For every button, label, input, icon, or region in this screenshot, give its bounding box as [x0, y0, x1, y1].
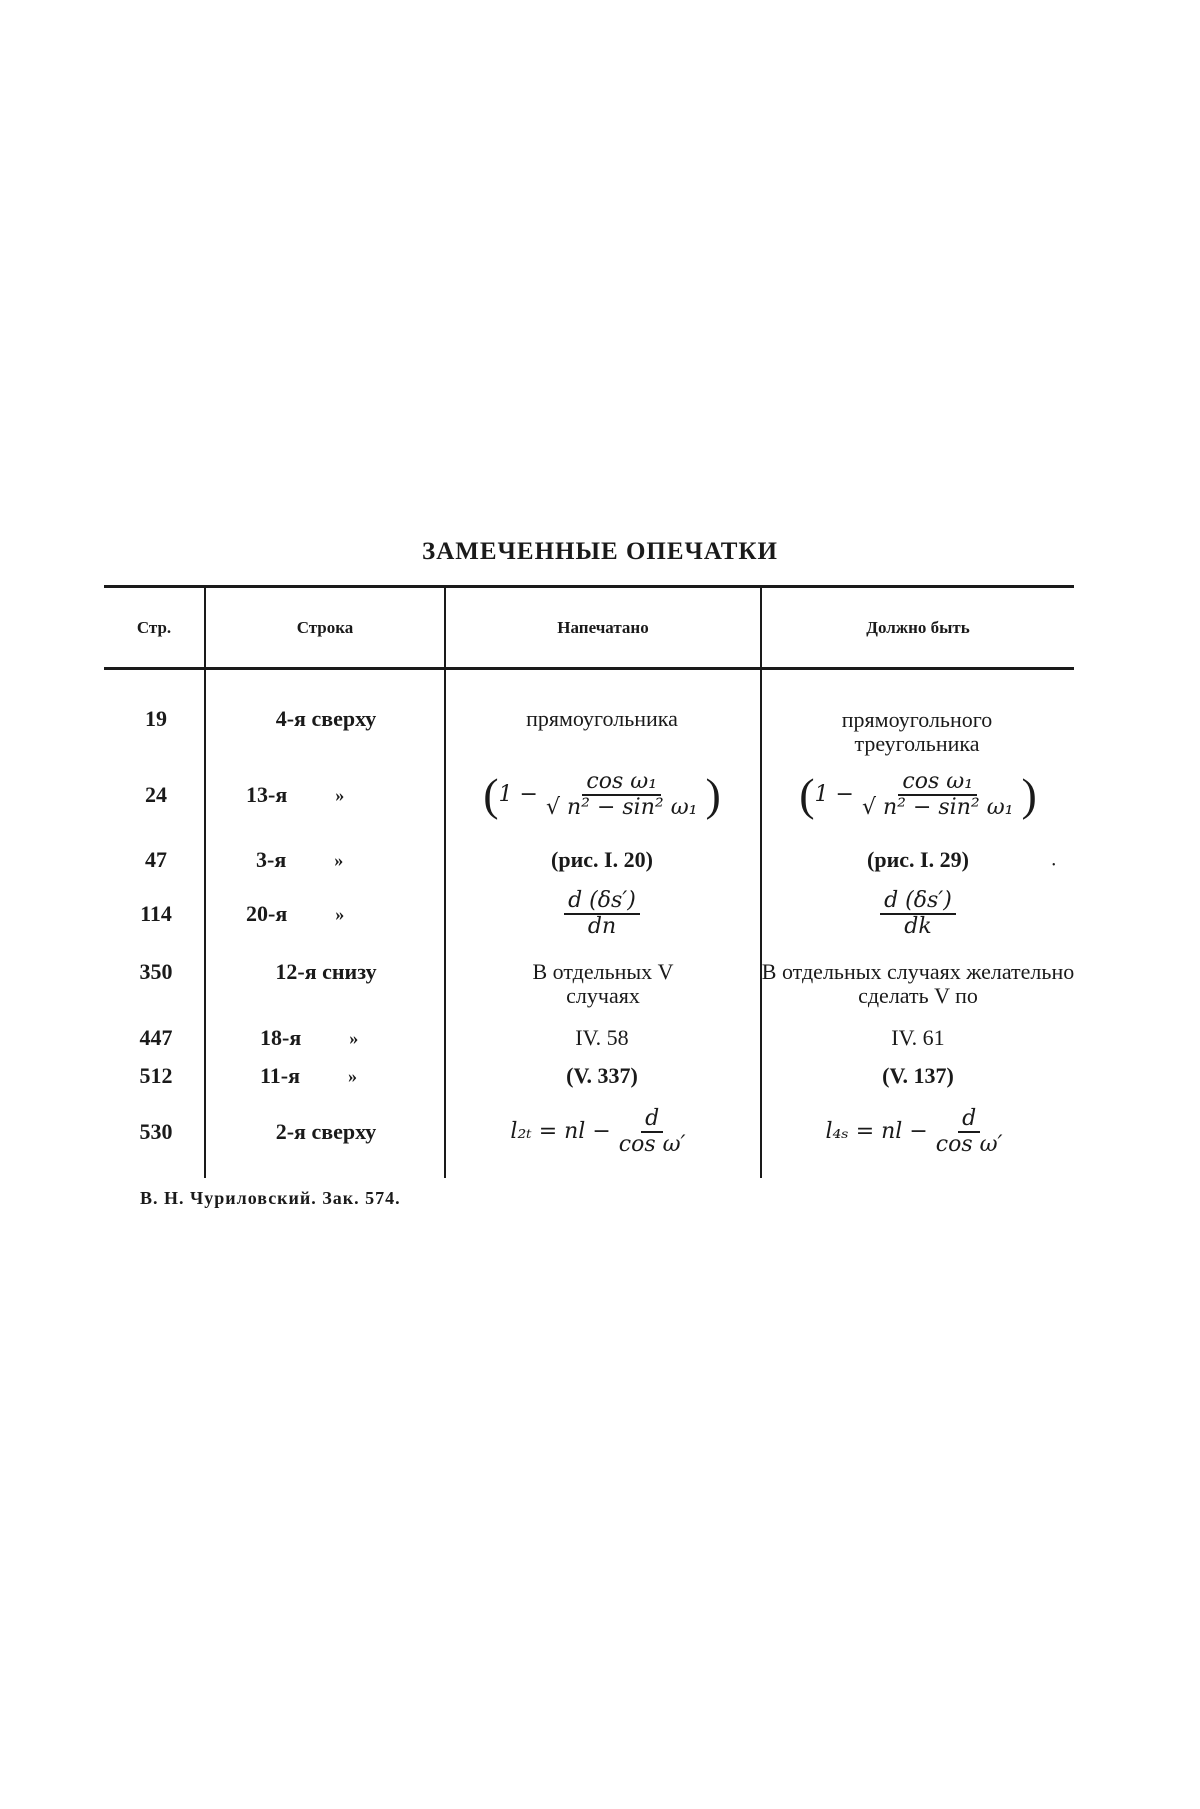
- row-printed-fraction: [446, 882, 758, 946]
- row-correct: IV. 61: [891, 1025, 945, 1050]
- row-line-number: 11-я: [260, 1063, 301, 1088]
- formula-lead: 1 −: [498, 782, 538, 807]
- table-top-rule: [104, 585, 1074, 588]
- right-paren: ): [1021, 769, 1037, 820]
- row-correct: прямоугольного треугольника: [841, 707, 993, 756]
- row-correct-formula: [762, 1100, 1074, 1164]
- ditto-mark: »: [334, 850, 344, 870]
- right-paren: ): [705, 769, 721, 820]
- row-printed: прямоугольника: [526, 706, 678, 731]
- ditto-mark: »: [335, 785, 345, 805]
- row-correct-formula: [762, 764, 1074, 826]
- row-page: 114: [140, 901, 172, 926]
- formula-denominator: cos ω′: [935, 1132, 1003, 1157]
- formula-numerator: cos ω₁: [582, 770, 661, 796]
- row-printed-formula: [446, 1100, 758, 1164]
- row-page: 512: [139, 1063, 173, 1088]
- formula-fraction: [932, 1107, 1007, 1157]
- formula-denominator: √ n² − sin² ω₁: [861, 795, 1014, 820]
- formula-denominator: cos ω′: [618, 1132, 686, 1157]
- row-line: 4-я сверху: [275, 706, 377, 731]
- row-correct: (V. 137): [882, 1063, 954, 1088]
- column-header-printed: Напечатано: [557, 618, 649, 637]
- formula-fraction: [615, 1107, 690, 1157]
- left-paren: (: [483, 769, 499, 820]
- row-page: 530: [139, 1119, 173, 1144]
- formula-denominator: √ n² − sin² ω₁: [545, 795, 698, 820]
- column-header-page: Стр.: [136, 618, 172, 637]
- row-line-number: 13-я: [246, 782, 288, 807]
- row-printed: (рис. I. 20): [551, 847, 653, 872]
- row-page: 24: [145, 782, 167, 807]
- row-printed: IV. 58: [575, 1025, 629, 1050]
- row-line-number: 18-я: [260, 1025, 302, 1050]
- ditto-mark: »: [335, 904, 345, 924]
- stray-mark: •: [1052, 860, 1056, 871]
- errata-title: ЗАМЕЧЕННЫЕ ОПЕЧАТКИ: [422, 538, 778, 565]
- row-line: [206, 1062, 446, 1090]
- row-correct-fraction: [762, 882, 1074, 946]
- row-line: [206, 900, 446, 928]
- ditto-mark: »: [349, 1028, 359, 1048]
- formula-denominator: dn: [587, 914, 617, 939]
- formula-fraction: [542, 770, 702, 820]
- formula-numerator: d (δs′): [564, 889, 640, 915]
- formula-lhs: l₄ₛ = nl −: [825, 1119, 928, 1144]
- row-line: [206, 780, 446, 810]
- formula-lhs: l₂ₜ = nl −: [510, 1119, 611, 1144]
- formula-fraction: [858, 770, 1018, 820]
- row-page: 47: [145, 847, 167, 872]
- formula-denominator: dk: [904, 914, 932, 939]
- header-bottom-rule: [104, 667, 1074, 670]
- row-page: 447: [139, 1025, 173, 1050]
- ditto-mark: »: [348, 1066, 358, 1086]
- row-correct: (рис. I. 29): [867, 847, 969, 872]
- column-header-correct: Должно быть: [866, 618, 970, 637]
- printer-footer: В. Н. Чуриловский. Зак. 574.: [140, 1188, 401, 1208]
- formula-fraction: [880, 889, 956, 939]
- row-line: 2-я сверху: [275, 1119, 377, 1144]
- formula-numerator: d: [641, 1107, 663, 1133]
- row-line: [206, 1024, 446, 1052]
- column-header-line: Строка: [296, 618, 354, 637]
- row-page: 19: [145, 706, 167, 731]
- formula-numerator: d (δs′): [880, 889, 956, 915]
- row-printed: В отдельных V случаях: [532, 959, 674, 1008]
- row-page: 350: [139, 959, 173, 984]
- row-printed-formula: [446, 764, 758, 826]
- formula-numerator: cos ω₁: [898, 770, 977, 796]
- formula-fraction: [564, 889, 640, 939]
- row-line-number: 20-я: [246, 901, 288, 926]
- row-line: [206, 846, 446, 874]
- row-correct: В отдельных случаях желательно сделать V по: [761, 959, 1075, 1008]
- row-printed: (V. 337): [566, 1063, 638, 1088]
- row-line-number: 3-я: [256, 847, 287, 872]
- formula-numerator: d: [958, 1107, 980, 1133]
- row-line: 12-я снизу: [275, 959, 377, 984]
- formula-lead: 1 −: [814, 782, 854, 807]
- left-paren: (: [799, 769, 815, 820]
